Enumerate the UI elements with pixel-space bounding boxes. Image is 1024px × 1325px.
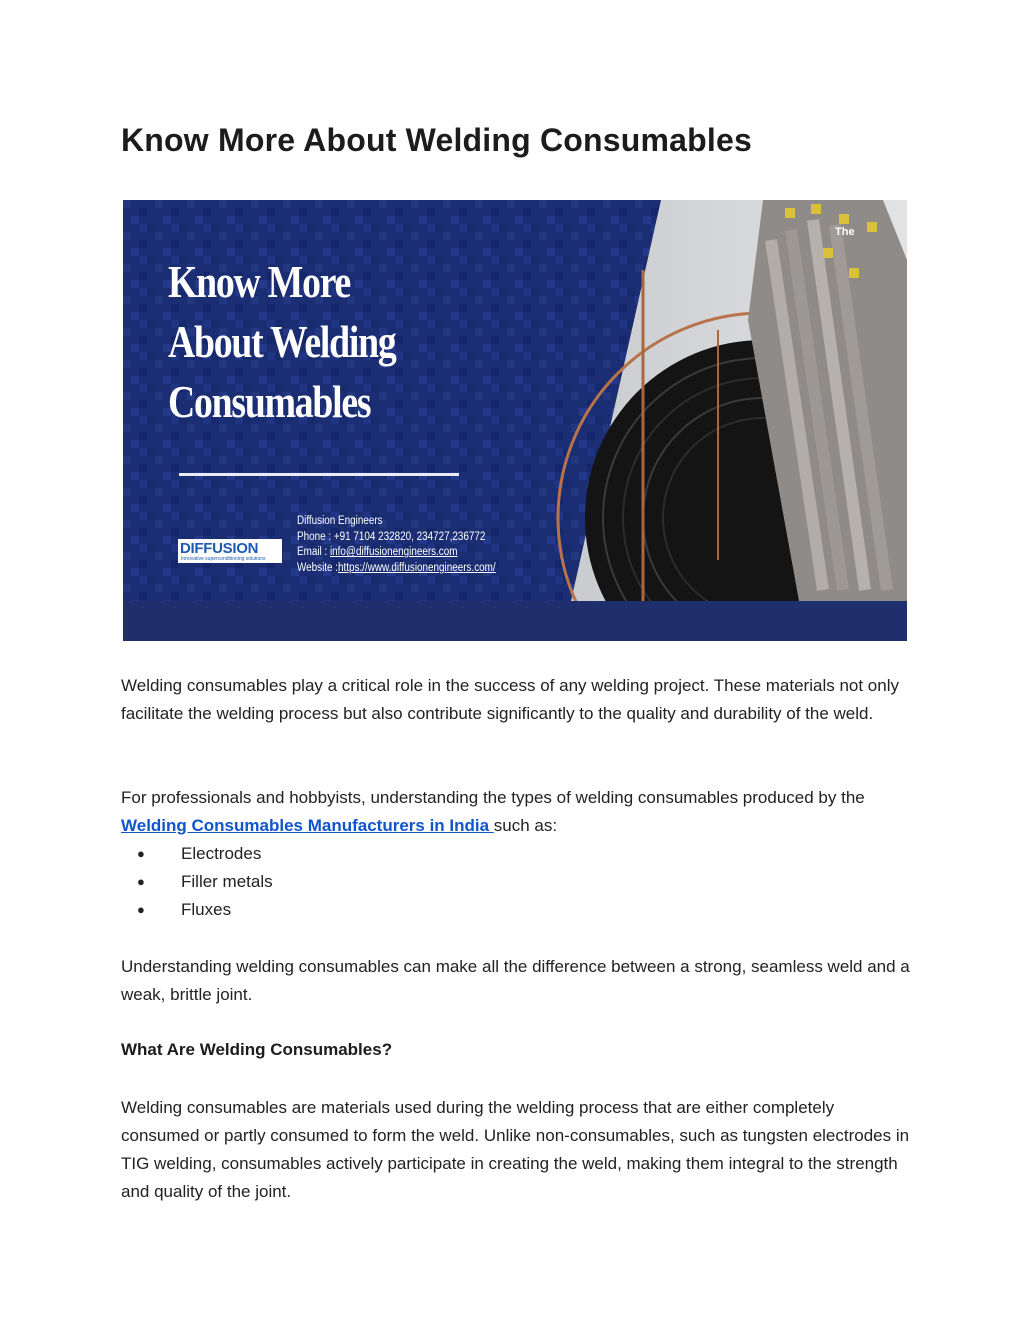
email-label: Email : bbox=[297, 546, 330, 559]
banner-heading-line: Know More bbox=[168, 256, 351, 307]
list-item-label: Fluxes bbox=[181, 900, 232, 919]
banner-heading-line: Consumables bbox=[168, 376, 371, 427]
list-item-label: Electrodes bbox=[181, 844, 262, 863]
list-item bbox=[121, 896, 273, 924]
bullet-icon: ● bbox=[137, 902, 145, 917]
phone-text: Phone : +91 7104 232820, 234727,236772 bbox=[297, 530, 486, 543]
contact-block bbox=[297, 514, 496, 576]
website-text: https://www.diffusionengineers.com/ bbox=[338, 561, 496, 574]
website-label: Website : bbox=[297, 561, 339, 574]
logo-tagline: Innovative superconditioning solutions bbox=[181, 556, 266, 562]
manufacturers-link[interactable]: Welding Consumables Manufacturers in India bbox=[121, 816, 494, 835]
types-suffix: such as: bbox=[493, 816, 558, 835]
intro-paragraph: Welding consumables play a critical role in the success of any welding project. These materials not only facilitate the welding process but also contribute significantly to the quality and durability of the weld. bbox=[121, 676, 899, 723]
section-body-paragraph: Welding consumables are materials used during the welding process that are either completely consumed or partly consumed to form the weld. Unlike non-consumables, such as tungsten electrodes in TIG welding, consumables actively participate in creating the weld, making them integral to the strength and quality of the joint. bbox=[121, 1098, 910, 1201]
banner-footer-strip bbox=[123, 601, 907, 641]
section-heading: What Are Welding Consumables? bbox=[121, 1040, 393, 1059]
types-prefix: For professionals and hobbyists, understanding the types of welding consumables produced by the bbox=[121, 788, 865, 807]
banner-divider bbox=[179, 473, 459, 476]
bullet-icon: ● bbox=[137, 846, 145, 861]
understanding-paragraph: Understanding welding consumables can make all the difference between a strong, seamless weld and a weak, brittle joint. bbox=[121, 957, 910, 1004]
banner-heading bbox=[168, 252, 396, 432]
banner-heading-line: About Welding bbox=[168, 316, 396, 367]
list-item-label: Filler metals bbox=[181, 872, 273, 891]
company-name: Diffusion Engineers bbox=[297, 515, 383, 527]
list-item bbox=[121, 868, 273, 896]
logo-wordmark: DIFFUSION bbox=[180, 540, 259, 557]
banner-corner-text: The bbox=[835, 226, 855, 238]
company-logo bbox=[178, 539, 282, 563]
email-line bbox=[297, 545, 496, 561]
banner-image bbox=[123, 200, 907, 641]
types-paragraph bbox=[121, 784, 911, 840]
website-line bbox=[297, 561, 496, 577]
email-text: info@diffusionengineers.com bbox=[329, 546, 458, 559]
list-item bbox=[121, 840, 273, 868]
page-title: Know More About Welding Consumables bbox=[121, 122, 752, 158]
bullet-icon: ● bbox=[137, 874, 145, 889]
consumable-types-list bbox=[121, 840, 273, 924]
